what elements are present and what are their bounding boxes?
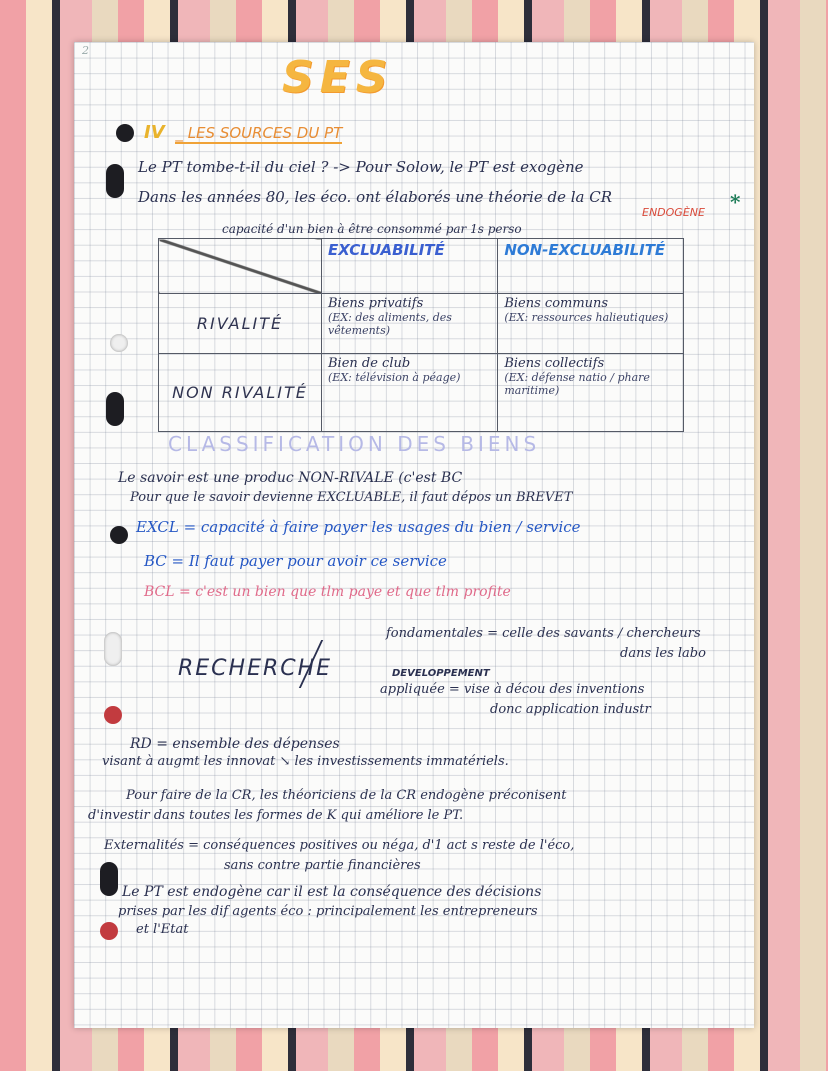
line-solow: Le PT tombe-t-il du ciel ? -> Pour Solow, le PT est exogène <box>138 158 584 176</box>
page-number: 2 <box>82 44 89 57</box>
cell-biens-communs <box>498 294 684 354</box>
star-mark: * <box>730 190 741 214</box>
punch-hole <box>100 922 118 940</box>
table-caption: CLASSIFICATION DES BIENS <box>168 432 541 456</box>
externalites-line-1: Externalités = conséquences positives ou néga, d'1 act s reste de l'éco, <box>104 838 575 853</box>
conclusion-line-2: prises par les dif agents éco : principalement les entrepreneurs <box>118 904 538 919</box>
punch-hole <box>104 632 122 666</box>
row-header-rivalite: RIVALITÉ <box>159 294 322 354</box>
cell-bien-de-club <box>322 354 498 432</box>
def-excl: EXCL = capacité à faire payer les usages du bien / service <box>136 518 581 536</box>
cell-biens-collectifs <box>498 354 684 432</box>
savoir-line-1: Le savoir est une produc NON-RIVALE (c'est BC <box>118 470 463 486</box>
goods-classification-table <box>158 238 684 432</box>
section-heading <box>144 122 342 143</box>
row-header-non-rivalite: NON RIVALITÉ <box>159 354 322 432</box>
rd-line-2: visant à augmt les innovat ↘ les investissements immatériels. <box>102 754 509 769</box>
punch-hole <box>106 392 124 426</box>
recherche-appliquee-2: donc application industr <box>490 702 651 717</box>
externalites-line-2: sans contre partie financières <box>224 858 421 873</box>
col-header-excluabilite: EXCLUABILITÉ <box>322 239 498 294</box>
cell-title: Biens privatifs <box>328 296 424 311</box>
rd-line-1: RD = ensemble des dépenses <box>130 736 340 752</box>
conclusion-line-1: Le PT est endogène car il est la conséquence des décisions <box>122 884 542 900</box>
endogene-label: ENDOGÈNE <box>642 206 705 219</box>
section-number: IV <box>144 122 165 143</box>
recherche-label: RECHERCHE <box>178 656 333 681</box>
cr-line-1: Pour faire de la CR, les théoriciens de la CR endogène préconisent <box>126 788 567 803</box>
conclusion-line-3: et l'Etat <box>136 922 189 937</box>
cell-title: Bien de club <box>328 356 411 371</box>
cell-title: Biens collectifs <box>504 356 605 371</box>
section-title: _ LES SOURCES DU PT <box>175 124 343 142</box>
notebook-page <box>74 42 754 1028</box>
cell-example: (EX: ressources halieutiques) <box>504 311 669 324</box>
cell-example: (EX: des aliments, des vêtements) <box>328 311 452 337</box>
punch-hole <box>106 164 124 198</box>
col-header-non-excluabilite: NON-EXCLUABILITÉ <box>498 239 684 294</box>
cr-line-2: d'investir dans toutes les formes de K qui améliore le PT. <box>88 808 464 823</box>
punch-hole <box>110 334 128 352</box>
punch-hole <box>116 124 134 142</box>
cell-example: (EX: télévision à péage) <box>328 371 461 384</box>
recherche-fondamentale-2: dans les labo <box>620 646 706 661</box>
page-title: SES <box>282 52 394 103</box>
cell-biens-privatifs <box>322 294 498 354</box>
punch-hole <box>104 706 122 724</box>
cell-title: Biens communs <box>504 296 609 311</box>
punch-hole <box>110 526 128 544</box>
line-annees-80: Dans les années 80, les éco. ont élaborés une théorie de la CR <box>138 188 613 206</box>
punch-hole <box>100 862 118 896</box>
table-note: capacité d'un bien à être consommé par 1s perso <box>222 222 522 236</box>
savoir-line-2: Pour que le savoir devienne EXCLUABLE, il faut dépos un BREVET <box>130 490 573 505</box>
recherche-fondamentale: fondamentales = celle des savants / chercheurs <box>386 626 701 641</box>
def-bc: BC = Il faut payer pour avoir ce service <box>144 552 447 570</box>
def-bcl: BCL = c'est un bien que tlm paye et que tlm profite <box>144 584 511 600</box>
recherche-appliquee: appliquée = vise à décou des inventions <box>380 682 645 697</box>
table-corner <box>159 239 322 294</box>
cell-example: (EX: défense natio / phare maritime) <box>504 371 650 397</box>
developpement-label: DEVELOPPEMENT <box>392 668 490 679</box>
